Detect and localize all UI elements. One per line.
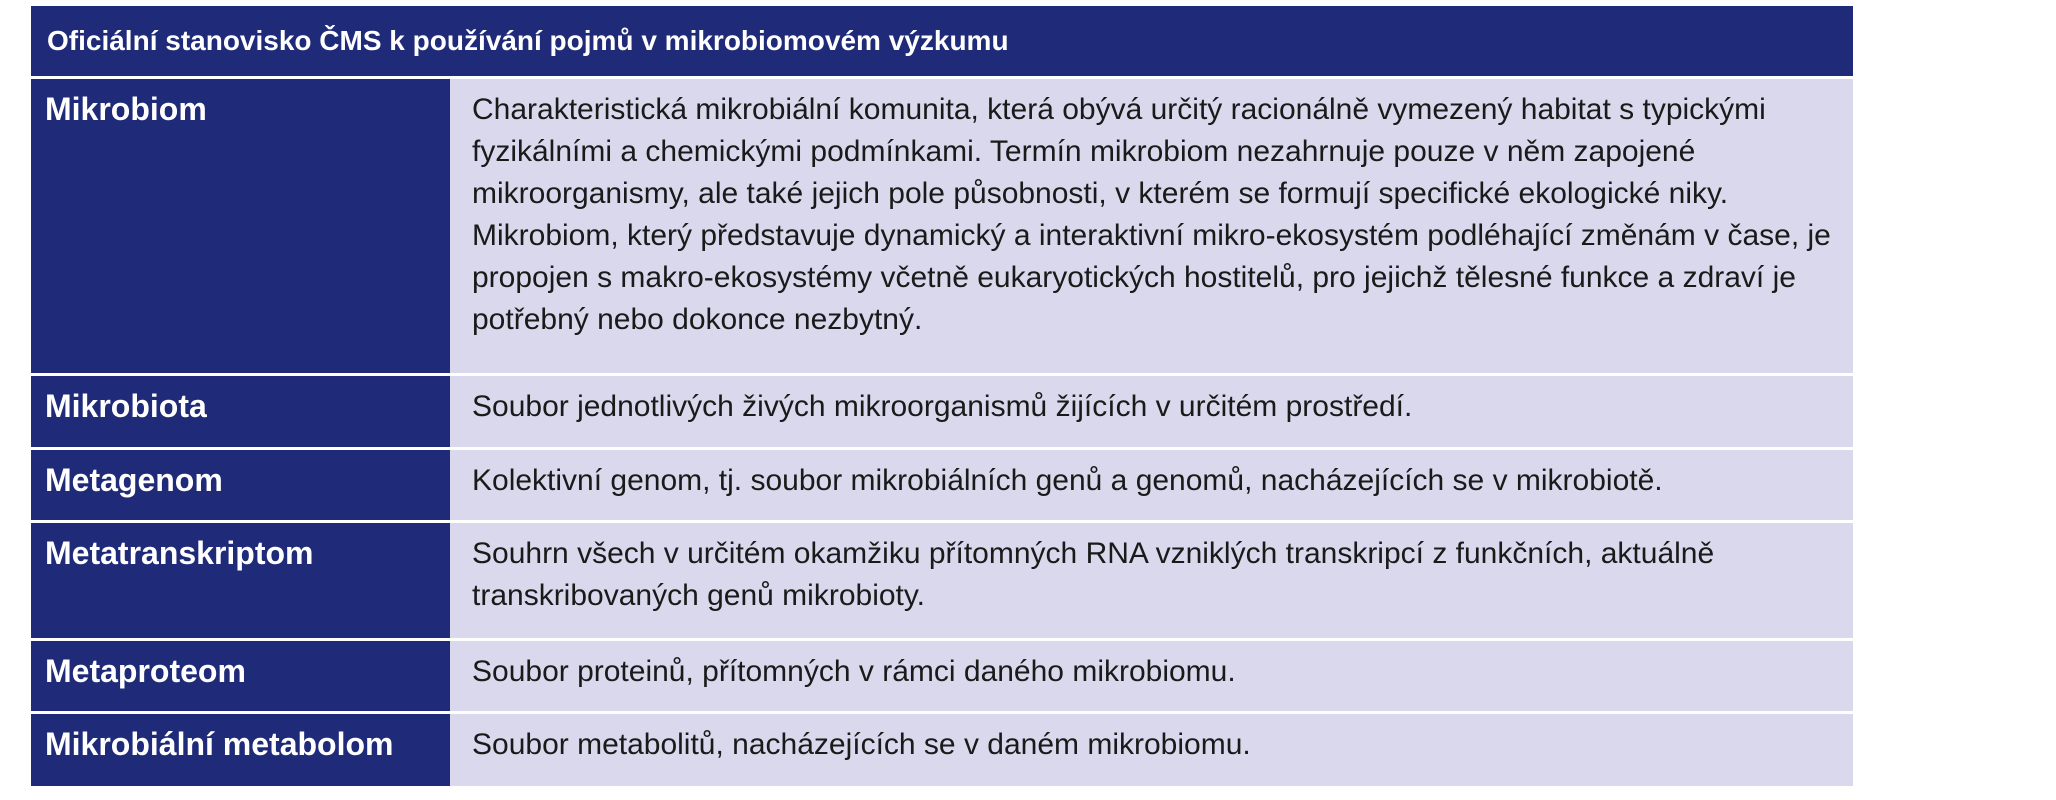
terminology-table-container xyxy=(31,6,1853,786)
table-row xyxy=(31,375,1853,448)
definition-cell: Soubor metabolitů, nacházejících se v daném mikrobiomu. xyxy=(449,713,1853,786)
term-cell: Mikrobiom xyxy=(31,78,449,375)
table-title-row xyxy=(31,6,1853,78)
term-cell: Metagenom xyxy=(31,448,449,521)
table-row xyxy=(31,521,1853,639)
table-row xyxy=(31,448,1853,521)
table-row xyxy=(31,713,1853,786)
definition-cell: Souhrn všech v určitém okamžiku přítomných RNA vzniklých transkripcí z funkčních, aktuálně transkribovaných genů mikrobioty. xyxy=(449,521,1853,639)
table-row xyxy=(31,78,1853,375)
definition-cell: Kolektivní genom, tj. soubor mikrobiálních genů a genomů, nacházejících se v mikrobiotě. xyxy=(449,448,1853,521)
terminology-table xyxy=(31,6,1853,786)
definition-cell: Soubor proteinů, přítomných v rámci daného mikrobiomu. xyxy=(449,639,1853,712)
table-title: Oficiální stanovisko ČMS k používání pojmů v mikrobiomovém výzkumu xyxy=(31,6,1853,78)
term-cell: Mikrobiální metabolom xyxy=(31,713,449,786)
table-row xyxy=(31,639,1853,712)
term-cell: Metaproteom xyxy=(31,639,449,712)
definition-cell: Soubor jednotlivých živých mikroorganismů žijících v určitém prostředí. xyxy=(449,375,1853,448)
definition-cell: Charakteristická mikrobiální komunita, která obývá určitý racionálně vymezený habitat s typickými fyzikálními a chemickými podmínkami. Termín mikrobiom nezahrnuje pouze v něm zapojené mikroorganismy, ale také jejich pole působnosti, v kterém se formují specifické ekologické niky. Mikrobiom, který představuje dynamický a interaktivní mikro-ekosystém podléhající změnám v čase, je propojen s makro-ekosystémy včetně eukaryotických hostitelů, pro jejichž tělesné funkce a zdraví je potřebný nebo dokonce nezbytný. xyxy=(449,78,1853,375)
term-cell: Mikrobiota xyxy=(31,375,449,448)
term-cell: Metatranskriptom xyxy=(31,521,449,639)
